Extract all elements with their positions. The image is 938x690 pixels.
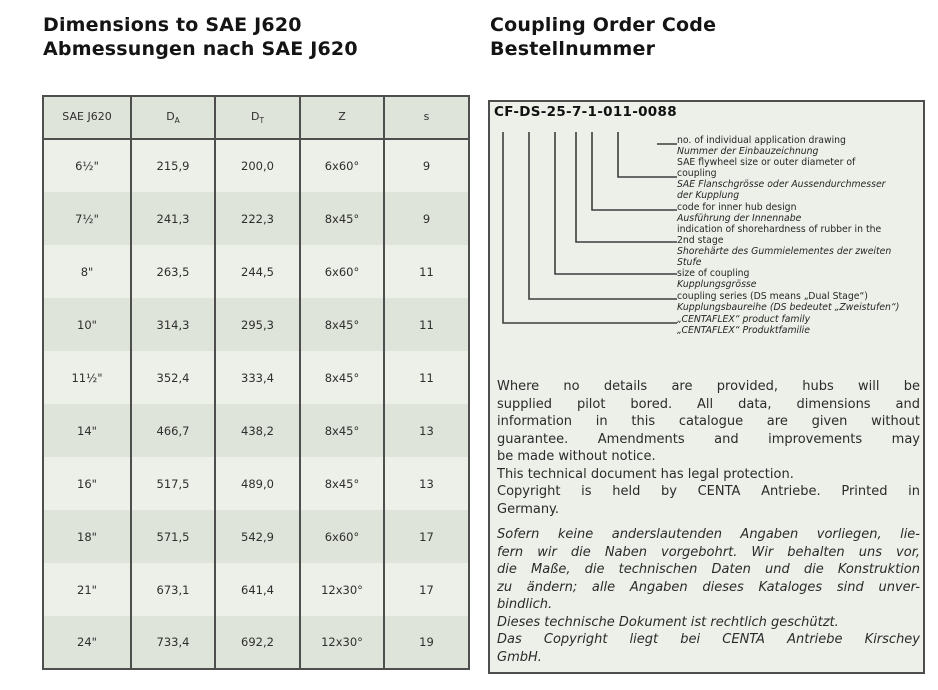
label-line-de: „CENTAFLEX“ Produktfamilie (677, 325, 810, 336)
text-line: be made without notice. (497, 449, 656, 464)
label-line-de: Ausführung der Innennabe (677, 213, 802, 224)
title-line-de: Bestellnummer (490, 38, 656, 60)
table-row (43, 245, 469, 298)
code-label-application-drawing (677, 135, 925, 157)
table-cell: 11 (384, 298, 469, 351)
table-cell: 9 (384, 139, 469, 192)
table-cell: 542,9 (215, 510, 300, 563)
table-cell: 8x45° (300, 192, 384, 245)
table-cell: 244,5 (215, 245, 300, 298)
table-cell: 222,3 (215, 192, 300, 245)
text-line: Sofern keine anderslautenden Angaben vorliegen, lie- (497, 527, 920, 542)
table-cell: 8" (43, 245, 131, 298)
text-line: Copyright is held by CENTA Antriebe. Printed in (497, 484, 920, 499)
table-cell: 9 (384, 192, 469, 245)
column-header-z: Z (300, 96, 384, 139)
title-line-en: Coupling Order Code (490, 14, 717, 36)
column-header-dt: $D_T$ (215, 96, 300, 139)
table-cell: 6x60° (300, 510, 384, 563)
table-cell: 17 (384, 510, 469, 563)
table-cell: 215,9 (131, 139, 215, 192)
text-line: Germany. (497, 501, 560, 517)
text-line: This technical document has legal protection. (497, 466, 794, 482)
table-cell: 6x60° (300, 245, 384, 298)
code-label-shorehardness (677, 224, 925, 268)
table-row (43, 616, 469, 669)
notice-paragraph-en (497, 378, 920, 518)
table-cell: 7½" (43, 192, 131, 245)
code-label-coupling-size (677, 268, 925, 290)
table-cell: 8x45° (300, 404, 384, 457)
table-cell: 8x45° (300, 298, 384, 351)
table-cell: 21" (43, 563, 131, 616)
order-code-text: CF-DS-25-7-1-011-0088 (494, 104, 677, 120)
table-cell: 8x45° (300, 351, 384, 404)
table-row (43, 192, 469, 245)
label-line-en: coupling (677, 168, 717, 179)
table-cell: 12x30° (300, 563, 384, 616)
label-line-en: code for inner hub design (677, 202, 797, 213)
label-line-en: 2nd stage (677, 235, 724, 246)
coupling-order-box (488, 100, 925, 674)
table-cell: 10" (43, 298, 131, 351)
text-line: die Maße, die technischen Daten und die Konstruktion (497, 562, 920, 577)
table-cell: 14" (43, 404, 131, 457)
label-line-de: Nummer der Einbauzeichnung (677, 146, 819, 157)
table-cell: 438,2 (215, 404, 300, 457)
table-row (43, 139, 469, 192)
table-cell: 673,1 (131, 563, 215, 616)
table-cell: 18" (43, 510, 131, 563)
text-line: Where no details are provided, hubs will be (497, 379, 920, 394)
label-line-en: „CENTAFLEX“ product family (677, 314, 811, 325)
text-line: information in this catalogue are given without (497, 414, 920, 429)
label-line-de: Kupplungsgrösse (677, 279, 757, 290)
table-cell: 16" (43, 457, 131, 510)
column-header-da: $D_A$ (131, 96, 215, 139)
table-cell: 13 (384, 404, 469, 457)
table-cell: 200,0 (215, 139, 300, 192)
table-cell: 24" (43, 616, 131, 669)
code-label-flywheel-size (677, 157, 925, 201)
table-cell: 241,3 (131, 192, 215, 245)
table-header-row (43, 96, 469, 139)
table-row (43, 563, 469, 616)
column-header-s: s (384, 96, 469, 139)
text-line: guarantee. Amendments and improvements may (497, 431, 920, 447)
table-cell: 733,4 (131, 616, 215, 669)
table-cell: 11 (384, 351, 469, 404)
notice-paragraph-de (497, 526, 920, 666)
code-label-coupling-series (677, 291, 925, 313)
label-line-en: SAE flywheel size or outer diameter of (677, 157, 856, 168)
table-cell: 692,2 (215, 616, 300, 669)
table-cell: 13 (384, 457, 469, 510)
column-header-sae: SAE J620 (43, 96, 131, 139)
table-cell: 571,5 (131, 510, 215, 563)
table-cell: 352,4 (131, 351, 215, 404)
table-cell: 333,4 (215, 351, 300, 404)
code-label-hub-design (677, 202, 925, 224)
table-row (43, 351, 469, 404)
table-cell: 12x30° (300, 616, 384, 669)
table-row (43, 457, 469, 510)
dimensions-table (42, 95, 470, 670)
text-line: Dieses technische Dokument ist rechtlich geschützt. (497, 614, 839, 630)
table-cell: 17 (384, 563, 469, 616)
text-line: bindlich. (497, 597, 553, 612)
table-cell: 8x45° (300, 457, 384, 510)
table-cell: 11½" (43, 351, 131, 404)
table-row (43, 510, 469, 563)
table-cell: 314,3 (131, 298, 215, 351)
table-cell: 6x60° (300, 139, 384, 192)
table-cell: 295,3 (215, 298, 300, 351)
table-cell: 19 (384, 616, 469, 669)
table-cell: 489,0 (215, 457, 300, 510)
page-title-dimensions (43, 13, 358, 61)
table-cell: 6½" (43, 139, 131, 192)
table-cell: 263,5 (131, 245, 215, 298)
table-cell: 466,7 (131, 404, 215, 457)
code-label-product-family (677, 314, 925, 336)
text-line: fern wir die Naben vorgebohrt. Wir behalten uns vor, (497, 544, 920, 560)
label-line-de: Shorehärte des Gummielementes der zweiten (677, 246, 892, 257)
text-line: Das Copyright liegt bei CENTA Antriebe Kirschey (497, 632, 920, 647)
text-line: zu ändern; alle Angaben dieses Kataloges sind unver- (497, 579, 920, 595)
page-title-order-code (490, 13, 716, 61)
table-row (43, 298, 469, 351)
table-row (43, 404, 469, 457)
label-line-de: der Kupplung (677, 190, 740, 201)
label-line-en: indication of shorehardness of rubber in the (677, 224, 882, 235)
text-line: GmbH. (497, 649, 542, 665)
label-line-de: Kupplungsbaureihe (DS bedeutet „Zweistufen“) (677, 302, 900, 313)
title-line-de: Abmessungen nach SAE J620 (43, 38, 358, 60)
label-line-de: SAE Flanschgrösse oder Aussendurchmesser (677, 179, 886, 190)
table-cell: 517,5 (131, 457, 215, 510)
label-line-en: no. of individual application drawing (677, 135, 846, 146)
table-cell: 641,4 (215, 563, 300, 616)
text-line: supplied pilot bored. All data, dimensions and (497, 396, 920, 412)
label-line-en: coupling series (DS means „Dual Stage“) (677, 291, 868, 302)
label-line-en: size of coupling (677, 268, 750, 279)
label-line-de: Stufe (677, 257, 702, 268)
table-cell: 11 (384, 245, 469, 298)
title-line-en: Dimensions to SAE J620 (43, 14, 302, 36)
